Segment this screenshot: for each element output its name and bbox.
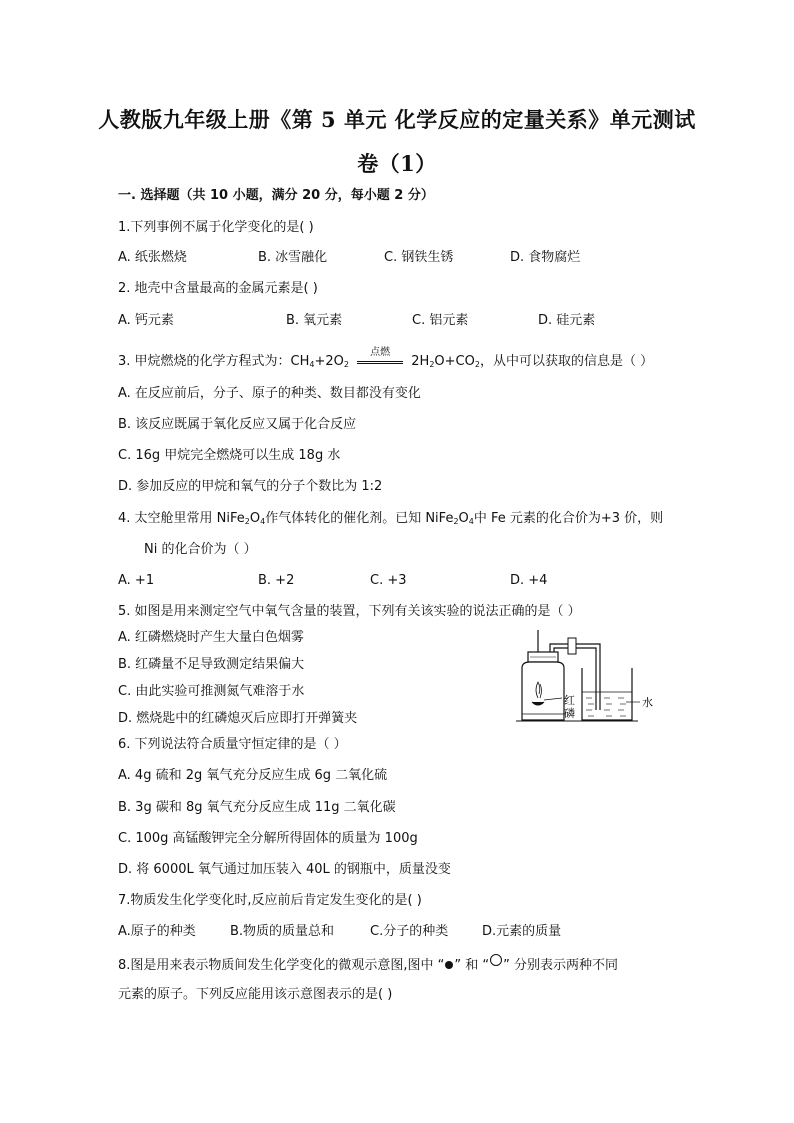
q1-option-d: D. 食物腐烂	[510, 250, 581, 265]
spring-clamp	[568, 638, 576, 654]
q7-option-d: D.元素的质量	[482, 924, 562, 939]
q8-text-2: ” 和 “	[454, 958, 490, 973]
q4-text-5: 中 Fe 元素的化合价为+3 价，则	[473, 511, 664, 526]
page-title: 人教版九年级上册《第 5 单元 化学反应的定量关系》单元测试	[98, 107, 696, 132]
q3-text-1: 3. 甲烷燃烧的化学方程式为：CH	[118, 354, 310, 369]
collecting-bottle	[522, 662, 564, 720]
q6-option-b: B. 3g 碳和 8g 氧气充分反应生成 11g 二氧化碳	[118, 800, 396, 815]
q3-text-5: ，从中可以获取的信息是（ ）	[479, 354, 654, 369]
question-3-stem	[118, 347, 654, 374]
q4-sub-4: 4	[468, 517, 474, 526]
beaker	[582, 668, 632, 720]
question-8-stem	[118, 954, 618, 975]
question-4-stem-line2: Ni 的化合价为（ ）	[144, 542, 257, 557]
water-hatching	[586, 698, 626, 716]
filled-atom-icon	[445, 961, 453, 969]
q4-text-1: 4. 太空舱里常用 NiFe	[118, 511, 245, 526]
label-water: 水	[642, 696, 653, 709]
q3-text-4: O+CO	[434, 354, 475, 369]
section-heading: 一. 选择题（共 10 小题，满分 20 分，每小题 2 分）	[118, 188, 434, 203]
question-4-stem	[118, 510, 663, 531]
q4-text-3: 作气体转化的催化剂。已知 NiFe	[265, 511, 454, 526]
q6-option-a: A. 4g 硫和 2g 氧气充分反应生成 6g 二氧化硫	[118, 768, 388, 783]
oxygen-measurement-apparatus	[508, 628, 668, 732]
q1-option-b: B. 冰雪融化	[258, 250, 328, 265]
q6-option-d: D. 将 6000L 氧气通过加压装入 40L 的钢瓶中，质量没变	[118, 862, 451, 877]
q3-option-a: A. 在反应前后，分子、原子的种类、数目都没有变化	[118, 386, 421, 401]
double-arrow-line	[357, 361, 403, 364]
q5-option-d: D. 燃烧匙中的红磷熄灭后应即打开弹簧夹	[118, 711, 358, 726]
q3-sub-1: 4	[309, 360, 315, 369]
q7-option-b: B.物质的质量总和	[230, 924, 335, 939]
q4-option-d: D. +4	[510, 573, 548, 588]
q2-option-d: D. 硅元素	[538, 313, 596, 328]
q7-option-a: A.原子的种类	[118, 924, 196, 939]
q5-option-c: C. 由此实验可推测氮气难溶于水	[118, 684, 305, 699]
q3-sub-2: 2	[343, 360, 349, 369]
page-title-line2: 卷（1）	[357, 151, 437, 176]
q4-option-c: C. +3	[370, 573, 407, 588]
question-7-stem: 7.物质发生化学变化时,反应前后肯定发生变化的是( )	[118, 893, 422, 908]
q3-text-2: +2O	[314, 354, 344, 369]
q4-text-2: O	[249, 511, 261, 526]
hollow-atom-icon	[490, 954, 502, 966]
q3-option-b: B. 该反应既属于氧化反应又属于化合反应	[118, 417, 357, 432]
q1-option-c: C. 钢铁生锈	[384, 250, 454, 265]
question-1-stem: 1.下列事例不属于化学变化的是( )	[118, 220, 314, 235]
q3-option-c: C. 16g 甲烷完全燃烧可以生成 18g 水	[118, 448, 341, 463]
reaction-condition	[353, 347, 407, 371]
label-red-phosphorus-1: 红	[564, 694, 575, 707]
q1-option-a: A. 纸张燃烧	[118, 250, 187, 265]
q4-sub-1: 2	[244, 517, 250, 526]
question-6-stem: 6. 下列说法符合质量守恒定律的是（ ）	[118, 737, 347, 752]
reaction-condition-label: 点燃	[370, 347, 391, 358]
question-8-stem-line2: 元素的原子。下列反应能用该示意图表示的是( )	[118, 987, 393, 1002]
question-2-stem: 2. 地壳中含量最高的金属元素是( )	[118, 281, 318, 296]
q4-sub-3: 2	[453, 517, 459, 526]
q8-text-1: 8.图是用来表示物质间发生化学变化的微观示意图,图中 “	[118, 958, 445, 973]
q2-option-c: C. 铝元素	[412, 313, 469, 328]
q5-option-b: B. 红磷量不足导致测定结果偏大	[118, 657, 305, 672]
q3-sub-4: 2	[474, 360, 480, 369]
q3-option-d: D. 参加反应的甲烷和氧气的分子个数比为 1:2	[118, 479, 383, 494]
label-red-phosphorus-2: 磷	[564, 707, 575, 720]
q5-option-a: A. 红磷燃烧时产生大量白色烟雾	[118, 630, 304, 645]
q4-text-4: O	[458, 511, 469, 526]
q4-option-b: B. +2	[258, 573, 295, 588]
q4-option-a: A. +1	[118, 573, 155, 588]
q2-option-b: B. 氧元素	[286, 313, 343, 328]
q3-text-3: 2H	[411, 354, 430, 369]
q6-option-c: C. 100g 高锰酸钾完全分解所得固体的质量为 100g	[118, 831, 418, 846]
q2-option-a: A. 钙元素	[118, 313, 174, 328]
q7-option-c: C.分子的种类	[370, 924, 449, 939]
q3-sub-3: 2	[429, 360, 435, 369]
question-5-stem: 5. 如图是用来测定空气中氧气含量的装置，下列有关该实验的说法正确的是（ ）	[118, 604, 581, 619]
q4-sub-2: 4	[260, 517, 266, 526]
q8-text-3: ” 分别表示两种不同	[503, 958, 619, 973]
